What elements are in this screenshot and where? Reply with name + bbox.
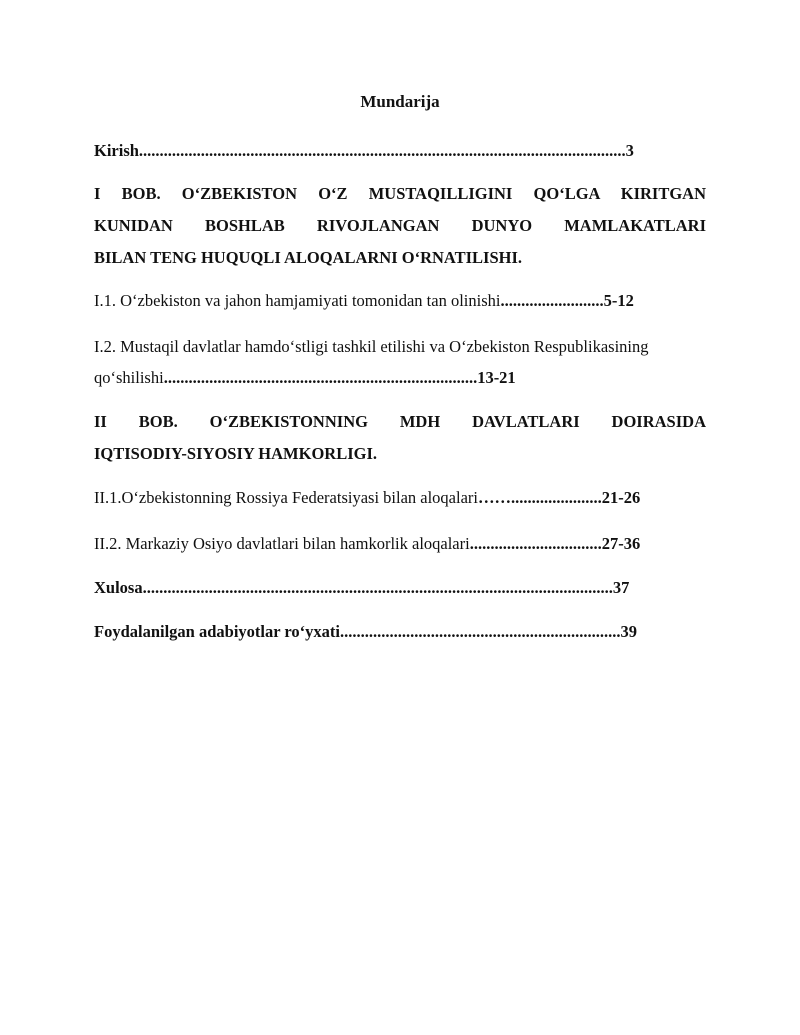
toc-section-2-2 xyxy=(94,534,706,554)
toc-chapter-2-line-2: IQTISODIY-SIYOSIY HAMKORLIGI. xyxy=(94,444,378,463)
toc-chapter-2-line-1: II BOB. O‘ZBEKISTONNING MDH DAVLATLARI DOIRASIDA xyxy=(94,412,706,431)
toc-section-2-2-title: II.2. Markaziy Osiyo davlatlari bilan hamkorlik aloqalari xyxy=(94,534,470,553)
toc-section-1-2-line-2 xyxy=(94,368,706,388)
toc-section-2-1 xyxy=(94,488,706,508)
toc-entry-kirish: Kirish......................................................................................................................3 xyxy=(94,141,634,160)
toc-entry-adabiyotlar: Foydalanilgan adabiyotlar ro‘yxati....................................................................39 xyxy=(94,622,638,641)
toc-chapter-1-line-2: KUNIDAN BOSHLAB RIVOJLANGAN DUNYO MAMLAKATLARI xyxy=(94,216,706,235)
toc-section-2-1-title: II.1.O‘zbekistonning Rossiya Federatsiyasi bilan aloqalari xyxy=(94,488,478,507)
toc-section-2-2-pages: ................................27-36 xyxy=(469,534,641,553)
toc-section-1-1-pages: .........................5-12 xyxy=(500,291,634,310)
toc-chapter-1-line-1: I BOB. O‘ZBEKISTON O‘Z MUSTAQILLIGINI QO‘LGA KIRITGAN xyxy=(94,184,706,203)
page-title: Mundarija xyxy=(360,92,440,111)
toc-chapter-2 xyxy=(94,406,706,470)
toc-section-1-2-title: qo‘shilishi xyxy=(94,368,164,387)
toc-section-2-1-pages: ……......................21-26 xyxy=(478,488,641,507)
toc-section-1-1-title: I.1. O‘zbekiston va jahon hamjamiyati tomonidan tan olinishi xyxy=(94,291,501,310)
toc-entry-xulosa: Xulosa..................................................................................................................37 xyxy=(94,578,630,597)
toc-section-1-2-line-1: I.2. Mustaqil davlatlar hamdo‘stligi tashkil etilishi va O‘zbekiston Respublikasining xyxy=(94,337,649,356)
toc-chapter-1 xyxy=(94,178,706,274)
toc-chapter-1-line-3: BILAN TENG HUQUQLI ALOQALARNI O‘RNATILISHI. xyxy=(94,248,523,267)
toc-section-1-2-pages: ............................................................................13-21 xyxy=(163,368,516,387)
toc-section-1-1 xyxy=(94,291,706,311)
